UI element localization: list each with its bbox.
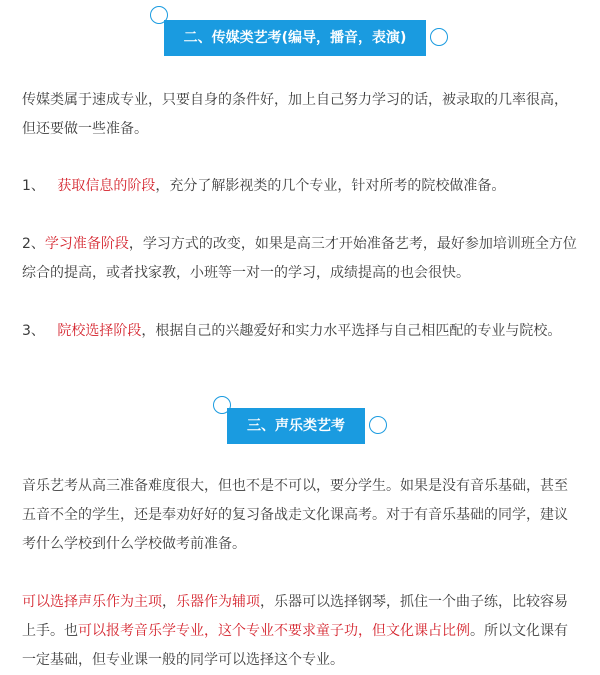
tip-sep: ，	[162, 594, 176, 610]
step3-text: ，根据自己的兴趣爱好和实力水平选择与自己相匹配的专业与院校。	[141, 323, 562, 339]
step3-number: 3、	[22, 323, 45, 339]
step2-text: ，学习方式的改变，如果是高三才开始准备艺考，最好参加培训班全方位	[128, 236, 577, 252]
banner-ring-right-icon	[430, 28, 448, 46]
tip-vocal-major: 可以选择声乐作为主项	[22, 594, 162, 610]
step2-label: 学习准备阶段	[44, 236, 129, 252]
tip-line1-rest: ，乐器可以选择钢琴，抓住一个曲子练，比较容易	[260, 594, 568, 610]
step2-number: 2、	[22, 236, 45, 252]
section3-intro-line2: 五音不全的学生，还是奉劝好好的复习备战走文化课高考。对于有音乐基础的同学，建议	[22, 507, 568, 523]
section3-intro-line3: 考什么学校到什么学校做考前准备。	[22, 536, 246, 552]
section3-tips-line1	[22, 588, 592, 617]
section3-tips-line2	[22, 617, 592, 646]
tip-musicology: 可以报考音乐学专业，这个专业不要求童子功，但文化课占比例	[78, 623, 470, 639]
section2-step2-line2: 综合的提高，或者找家教，小班等一对一的学习，成绩提高的也会很快。	[22, 265, 470, 281]
section2-step1	[22, 172, 592, 201]
section3-tips-line3: 一定基础，但专业课一般的同学可以选择这个专业。	[22, 652, 344, 668]
banner-ring-right-icon	[369, 416, 387, 434]
tip-line2-rest: 。所以文化课有	[470, 623, 568, 639]
section3-heading: 三、声乐类艺考	[227, 408, 365, 444]
step1-number: 1、	[22, 178, 45, 194]
section2-banner	[150, 6, 450, 46]
tip-line2-start: 上手。也	[22, 623, 78, 639]
section2-heading: 二、传媒类艺考(编导，播音，表演)	[164, 20, 426, 56]
section2-intro-line1: 传媒类属于速成专业，只要自身的条件好，加上自己努力学习的话，被录取的几率很高，	[22, 92, 568, 108]
section2-step3	[22, 317, 592, 346]
section3-banner	[213, 396, 393, 432]
tip-instrument-minor: 乐器作为辅项	[176, 594, 260, 610]
section2-intro-line2: 但还要做一些准备。	[22, 121, 148, 137]
step1-label: 获取信息的阶段	[57, 178, 156, 194]
step3-label: 院校选择阶段	[57, 323, 142, 339]
step1-text: ，充分了解影视类的几个专业，针对所考的院校做准备。	[155, 178, 506, 194]
section3-intro-line1: 音乐艺考从高三准备难度很大，但也不是不可以，要分学生。如果是没有音乐基础，甚至	[22, 478, 568, 494]
section2-step2	[22, 230, 592, 259]
